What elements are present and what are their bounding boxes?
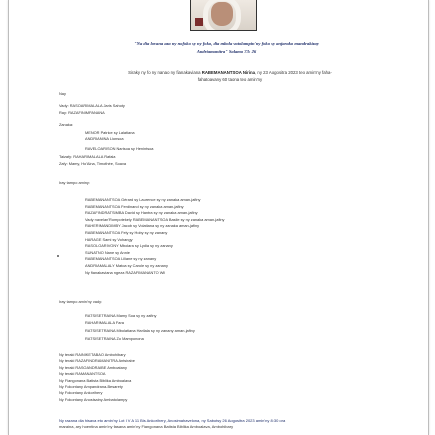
relative-entry: Ny Fiangonana Batista Biblika Amboalava — [59, 377, 132, 383]
in-law-entry: RAHARIMALALA Fara — [85, 320, 124, 325]
relative-entry: Ny Fokontany Anosisainy Ambatolampy — [59, 396, 128, 402]
bullet-dot — [57, 255, 59, 257]
sibling-entry: RAHERIMANDIMBY Jacob sy Volatiana sy ny zanaka aman-jafiny — [85, 223, 200, 229]
relative-entry: Ny teraki RAZAFINDRAMANITRA Antsirabe — [59, 358, 135, 364]
family-member: ANDRIANINA Lionsoa — [85, 136, 124, 141]
relative-entry: Ny teraki RAMANANTSOA — [59, 371, 106, 377]
family-member: Ray: RAZAFINIMPANANA — [59, 110, 105, 115]
section-zanaka: Zanaka: — [59, 122, 74, 127]
death-announcement — [65, 70, 395, 76]
announcement-pre: Siraky ny fo ny nanao ny fianakaviana — [128, 70, 202, 75]
family-member: Vady: RASOARIMALALA Jaris Sahoty — [59, 103, 125, 108]
family-member: RAVELOARISON Narisoa sy Henintsoa — [85, 146, 154, 151]
family-member: MENOR Patrice sy Lalatiana — [85, 130, 135, 135]
funeral-notice-line-2: maraina, ary hoentina amin'ny fasana amin'ny Fiangonana Batista Biblika Amboalava, Ambohibary — [59, 424, 234, 429]
sibling-entry: RABEMANANTSOA Liliane sy ny zanany — [85, 256, 157, 262]
section-iray-tampo-vady: Iray tampo amin'ny vady: — [59, 299, 103, 304]
sibling-entry: RABEMANANTSOA Gérard sy Laurence sy ny zanaka aman-jafiny — [85, 197, 201, 202]
portrait-mark — [195, 18, 203, 26]
relative-entry: Ny Fokontany Ampandrana-Besarety — [59, 384, 123, 389]
obituary-page — [8, 0, 429, 435]
section-nay: Nay — [59, 91, 66, 96]
sibling-entry: RABEMANANTSOA Ferdinand sy ny zanaka aman-jafiny — [85, 203, 184, 209]
bible-verse-line-2: Andriamanitra" Salamo 73: 26 — [196, 49, 257, 54]
sibling-entry: RAZAFINDRATSIMBA David sy Hantra sy ny zanaka aman-jafiny — [85, 210, 198, 216]
section-iray-tampo: Iray tampo aminy: — [59, 180, 90, 185]
announcement-post: , ny 23 Aogositra 2023 teo amin'ny faha- — [255, 70, 332, 75]
relative-entry: Ny Fokontany Ankorihery — [59, 390, 103, 396]
relative-entry: Ny teraki RASOANDRAIBE Amboatany — [59, 364, 127, 370]
sibling-entry: ANDRIAMALALY Matoa sy Carole sy ny zanany — [85, 263, 168, 268]
sibling-entry: Vady navelan'Rompotekely RABEMANANTSOA Basile sy ny zanaka aman-jafiny — [85, 216, 225, 222]
sibling-entry: Ny fianakaviana ngeza RAZAFIMANANTO Wil — [85, 269, 166, 275]
family-name: RABEMANANTSOA Nirina — [201, 70, 256, 75]
relative-entry: Ny teraki RAINIKETABAO Ambohibary — [59, 352, 126, 357]
sibling-entry: HARAGE Sami sy Vohangy — [85, 236, 133, 242]
sibling-entry: RABEMANANTSOA Fely sy Hoby sy ny zanany — [85, 230, 168, 235]
in-law-entry: RATSISETRAINA Mamy Soa sy ny zafiny — [85, 313, 157, 318]
announcement-line-2: fahatoavany 60 taona teo amin'ny — [197, 77, 263, 82]
bible-verse-line-1: "Na dia lovana aza ny nofoko sy ny foko, dia mbola vatolampin'ny foko sy anjarako mandrakizay — [134, 41, 319, 46]
in-law-entry: RATSISETRAINA Zo Mamponona — [85, 336, 144, 341]
family-member: Zafy: Mamy, Ho'Aina, Timothée, Soava — [59, 161, 127, 166]
portrait-photo — [190, 0, 257, 31]
portrait-veil — [203, 0, 241, 31]
funeral-notice-line-1: Ny razana dia hisava eto amin'ny Lot I V A 11 Bis Ankorihery, Anosimahavelona, ny Sabotsy 26 Aogositra 2023 amin'ny 8:30 ora — [59, 418, 286, 423]
in-law-entry: RATSISETRAINA Mbolatiana Harilala sy ny zanany aman-jafiny — [85, 328, 195, 333]
sibling-entry: RASOLOARIVONY Mbolara sy Lydia sy ny zanany — [85, 243, 173, 249]
sibling-entry: SUNATNO Nane sy Annie — [85, 249, 130, 255]
family-member: Taizafy: RAHARIMALALA Rafala — [59, 154, 116, 159]
